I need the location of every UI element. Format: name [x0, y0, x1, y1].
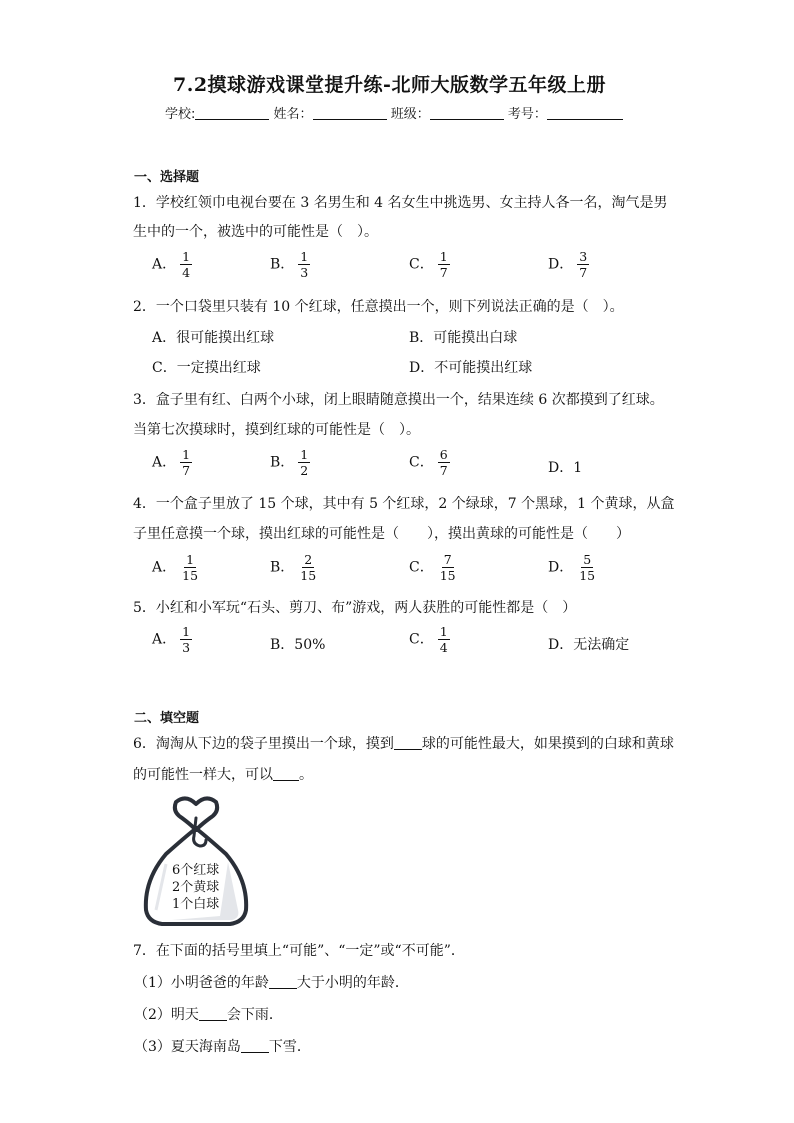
question-5-line-1: 5．小红和小军玩“石头、剪刀、布”游戏，两人获胜的可能性都是（ ） — [133, 600, 577, 616]
q1-option-d[interactable]: D． $\frac{3}{7}$ — [548, 249, 588, 281]
q6-blank-2[interactable] — [273, 766, 299, 781]
q7-blank-1[interactable] — [269, 974, 297, 989]
q4-option-b[interactable]: B． $\frac{2}{15}$ — [270, 552, 317, 584]
question-4-line-2: 子里任意摸一个球，摸出红球的可能性是（ ），摸出黄球的可能性是（ ） — [133, 526, 630, 542]
question-3-line-2: 当第七次摸球时，摸到红球的可能性是（ ）。 — [133, 422, 420, 438]
q2-option-d[interactable]: D．不可能摸出红球 — [409, 360, 533, 376]
q5-option-c[interactable]: C． $\frac{1}{4}$ — [409, 624, 448, 656]
q7-blank-3[interactable] — [241, 1038, 269, 1053]
question-4-line-1: 4．一个盒子里放了 15 个球，其中有 5 个红球，2 个绿球，7 个黑球，1 个黄球，从盒 — [133, 496, 675, 512]
class-label: 班级： — [390, 107, 430, 122]
q2-option-b[interactable]: B．可能摸出白球 — [409, 330, 518, 346]
question-1-line-2: 生中的一个，被选中的可能性是（ ）。 — [133, 224, 378, 240]
bag-line-white: 1个白球 — [172, 897, 220, 912]
page-title: 7.2摸球游戏课堂提升练-北师大版数学五年级上册 — [173, 74, 606, 96]
section-heading-fill: 二、填空题 — [134, 711, 200, 726]
q2-option-a[interactable]: A．很可能摸出红球 — [152, 330, 275, 346]
q4-option-a[interactable]: A． $\frac{1}{15}$ — [152, 552, 199, 584]
question-2-line-1: 2．一个口袋里只装有 10 个红球，任意摸出一个，则下列说法正确的是（ ）。 — [133, 299, 624, 315]
q5-option-a[interactable]: A． $\frac{1}{3}$ — [152, 624, 191, 656]
q7-item-2: （2）明天 会下雨． — [134, 1007, 283, 1023]
q2-option-c[interactable]: C．一定摸出红球 — [152, 360, 261, 376]
question-3-line-1: 3．盒子里有红、白两个小球，闭上眼睛随意摸出一个，结果连续 6 次都摸到了红球。 — [133, 392, 664, 408]
name-label: 姓名： — [273, 107, 313, 122]
q3-option-a[interactable]: A． $\frac{1}{7}$ — [152, 447, 191, 479]
student-info-line — [165, 103, 623, 122]
school-blank[interactable] — [195, 105, 269, 120]
q6-blank-1[interactable] — [394, 735, 422, 750]
bag-label — [172, 862, 219, 913]
q5-option-d[interactable]: D．无法确定 — [548, 637, 630, 653]
question-7-line-1: 7．在下面的括号里填上“可能”、“一定”或“不可能”． — [133, 943, 465, 959]
exam-no-blank[interactable] — [547, 105, 623, 120]
ball-bag-illustration — [136, 792, 256, 936]
exam-no-label: 考号： — [507, 107, 547, 122]
q5-option-b[interactable]: B．50% — [270, 637, 326, 653]
q7-blank-2[interactable] — [199, 1006, 227, 1021]
question-6-line-1: 6．淘淘从下边的袋子里摸出一个球，摸到 球的可能性最大，如果摸到的白球和黄球 — [133, 736, 674, 752]
q7-item-3: （3）夏天海南岛 下雪． — [134, 1039, 311, 1055]
bag-line-yellow: 2个黄球 — [172, 880, 220, 895]
question-6-line-2: 的可能性一样大，可以 。 — [133, 767, 313, 783]
q7-item-1: （1）小明爸爸的年龄 大于小明的年龄． — [134, 975, 409, 991]
q3-option-b[interactable]: B． $\frac{1}{2}$ — [270, 447, 309, 479]
q3-option-c[interactable]: C． $\frac{6}{7}$ — [409, 447, 448, 479]
q4-option-d[interactable]: D． $\frac{5}{15}$ — [548, 552, 596, 584]
class-blank[interactable] — [430, 105, 504, 120]
q1-option-b[interactable]: B． $\frac{1}{3}$ — [270, 249, 309, 281]
section-heading-choice: 一、选择题 — [134, 170, 200, 185]
q1-option-c[interactable]: C． $\frac{1}{7}$ — [409, 249, 448, 281]
q4-option-c[interactable]: C． $\frac{7}{15}$ — [409, 552, 456, 584]
q1-option-a[interactable]: A． $\frac{1}{4}$ — [152, 249, 191, 281]
question-1-line-1: 1．学校红领巾电视台要在 3 名男生和 4 名女生中挑选男、女主持人各一名，淘气是男 — [133, 195, 668, 211]
bag-line-red: 6个红球 — [172, 863, 220, 878]
name-blank[interactable] — [313, 105, 387, 120]
q3-option-d[interactable]: D．1 — [548, 460, 583, 476]
school-label: 学校: — [165, 107, 196, 122]
